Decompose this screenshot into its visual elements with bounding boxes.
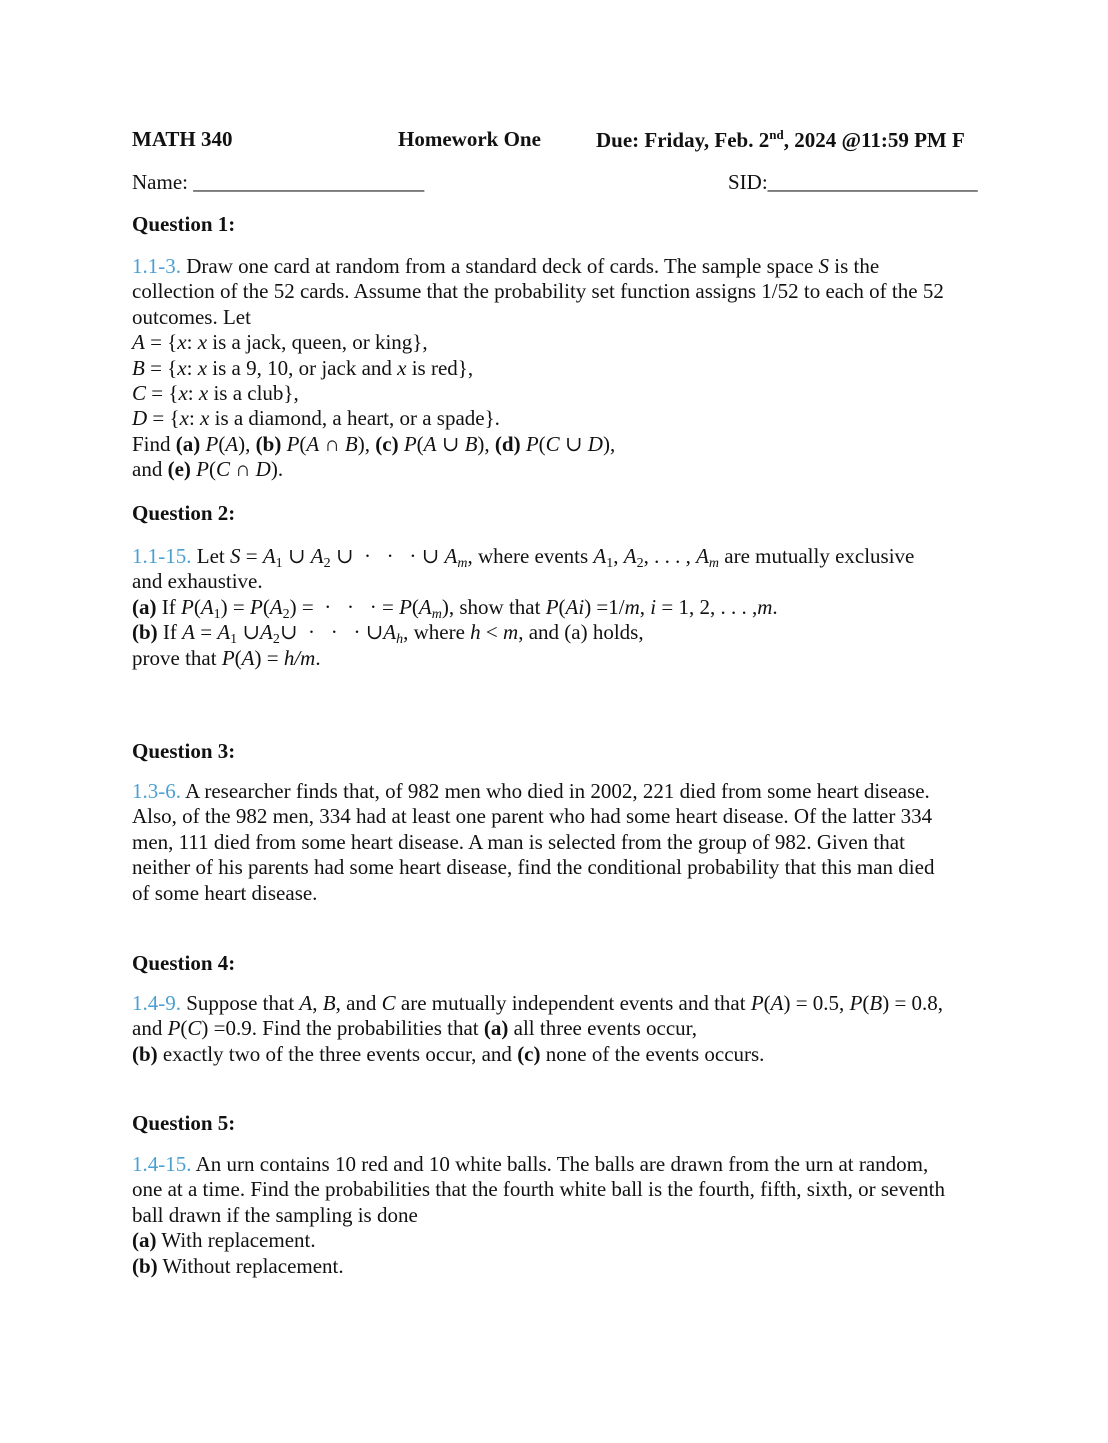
question-3-ref: 1.3-6. <box>132 779 181 803</box>
question-1-heading: Question 1: <box>132 212 236 236</box>
assignment-title: Homework One <box>398 127 541 151</box>
question-2-body: 1.1-15. Let $S = A_1$ ∪ $A_2$ ∪ · · · ∪ $A_m$, where events $A_1$, $A_2$, . . . , $A_m$ are mutually exclusive and exhaustive. (a) If $P(A_1) = P(A_2)$ = · · · = $P(A_m)$, show that P(Ai) =1/m, i = 1, 2, . . . ,m. (b) If $A = A_1$ $\cup A_2\cup$ · · · $\cup A_h$, where h < m, and (a) holds, prove that P(A) = h/m. <box>132 544 915 670</box>
question-5-ref: 1.4-15. <box>132 1152 192 1176</box>
question-5-part-a: (a) With replacement. <box>132 1228 316 1253</box>
sid-field: SID:____________________ <box>728 170 978 194</box>
question-4-ref: 1.4-9. <box>132 991 181 1015</box>
question-3-heading: Question 3: <box>132 739 236 763</box>
question-4-heading: Question 4: <box>132 951 236 975</box>
course-code: MATH 340 <box>132 127 233 151</box>
question-5-part-b: (b) Without replacement. <box>132 1253 344 1278</box>
question-2-ref: 1.1-15. <box>132 544 192 568</box>
due-date: Due: Friday, Feb. 2nd, 2024 @11:59 PM F <box>596 127 965 152</box>
document-header <box>132 127 988 155</box>
question-5-body: 1.4-15. An urn contains 10 red and 10 white balls. The balls are drawn from the urn at random, one at a time. Find the probabilities that the fourth white ball is the fourth, fifth, sixth, or seventh ball drawn if the sampling is done (a) With replacement. (b) Without replacement. <box>132 1152 992 1279</box>
question-5-heading: Question 5: <box>132 1111 236 1135</box>
question-4-body: 1.4-9. Suppose that A, B, and C are mutually independent events and that P(A) = 0.5, P(B) = 0.8, and P(C) =0.9. Find the probabilities that (a) all three events occur, (b) exactly two of the three events occur, and (c) none of the events occurs. <box>132 991 944 1066</box>
question-1-body: 1.1-3. Draw one card at random from a standard deck of cards. The sample space S is the collection of the 52 cards. Assume that the probability set function assigns 1/52 to each of the 52 outcomes. Let A = {x: x is a jack, queen, or king}, B = {x: x is a 9, 10, or jack and x is red}, C = {x: x is a club}, D = {x: x is a diamond, a heart, or a spade}. Find (a) P(A), (b) P(A ∩ B), (c) P(A ∪ B), (d) P(C ∪ D), and (e) P(C ∩ D). <box>132 254 944 482</box>
question-2-heading: Question 2: <box>132 501 236 525</box>
question-3-body: 1.3-6. A researcher finds that, of 982 men who died in 2002, 221 died from some heart disease. Also, of the 982 men, 334 had at least one parent who had some heart disease. Of the latter 334 men, 111 died from some heart disease. A man is selected from the group of 982. Given that neither of his parents had some heart disease, find the conditional probability that this man died of some heart disease. <box>132 779 935 905</box>
student-info-row <box>132 170 988 198</box>
name-field: Name: ______________________ <box>132 170 425 194</box>
question-1-ref: 1.1-3. <box>132 254 181 278</box>
